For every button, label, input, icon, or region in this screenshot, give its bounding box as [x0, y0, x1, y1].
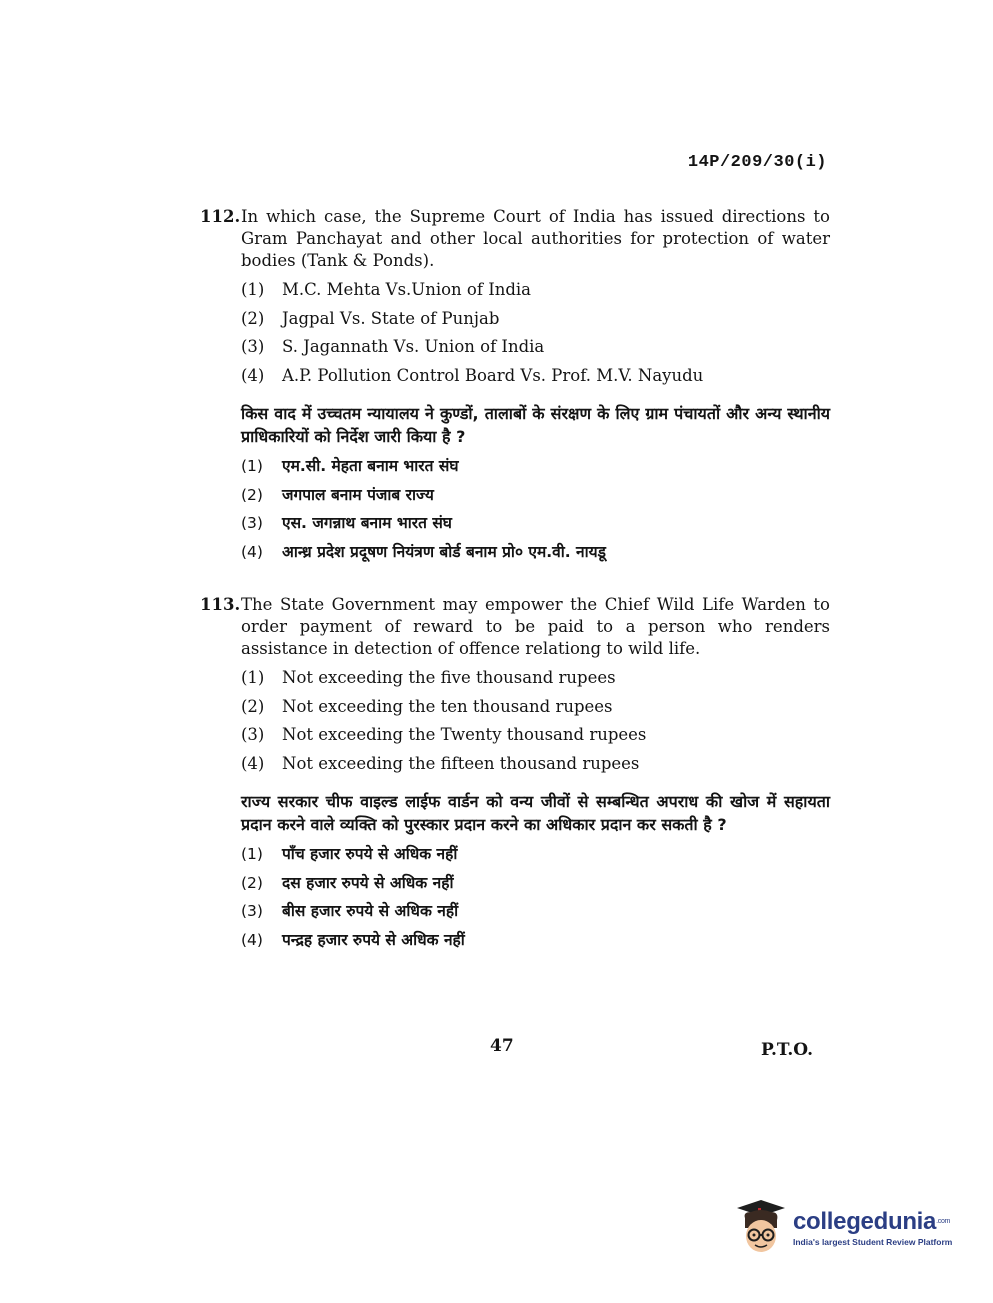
question-text: [200, 594, 830, 660]
option-number: (3): [241, 514, 263, 532]
option-item: [241, 305, 830, 334]
option-number: (3): [241, 337, 265, 356]
collegedunia-watermark: [735, 1196, 965, 1260]
option-item: [241, 664, 830, 693]
option-text: एस. जगन्नाथ बनाम भारत संघ: [282, 514, 452, 532]
option-number: (1): [241, 668, 265, 687]
option-number: (4): [241, 365, 265, 385]
brand-name: [793, 1208, 952, 1236]
option-number: (1): [241, 845, 263, 863]
option-text: एम.सी. मेहता बनाम भारत संघ: [282, 457, 459, 475]
question-text-hindi: राज्य सरकार चीफ वाइल्ड लाईफ वार्डन को वन्य जीवों से सम्बन्धित अपराध की खोज में सहायता प्रदान करने वाले व्यक्ति को पुरस्कार प्रदान करने का अधिकार प्रदान कर सकती है ?: [241, 792, 830, 834]
option-item: [241, 840, 830, 869]
question-text: [200, 206, 830, 272]
question-hindi: [200, 790, 830, 954]
option-text: Not exceeding the Twenty thousand rupees: [282, 725, 647, 744]
option-item: [241, 538, 830, 567]
brand-name-text: collegedunia: [793, 1208, 937, 1235]
option-text: Not exceeding the five thousand rupees: [282, 668, 616, 687]
option-text: बीस हजार रुपये से अधिक नहीं: [282, 902, 459, 920]
option-number: (3): [241, 725, 265, 744]
question-text-hindi: किस वाद में उच्चतम न्यायालय ने कुण्डों, तालाबों के संरक्षण के लिए ग्राम पंचायतों और अन्य स्थानीय प्राधिकारियों को निर्देश जारी किया है ?: [241, 404, 830, 446]
option-item: [241, 481, 830, 510]
brand-suffix: .com: [936, 1218, 951, 1225]
question-body: In which case, the Supreme Court of India has issued directions to Gram Panchayat and other local authorities for protection of water bodies (Tank & Ponds).: [241, 207, 830, 270]
question-number: 113.: [200, 595, 241, 614]
option-text: पाँच हजार रुपये से अधिक नहीं: [282, 845, 458, 863]
page-number: 47: [490, 1036, 514, 1056]
option-item: [241, 869, 830, 898]
option-number: (1): [241, 280, 265, 299]
option-number: (2): [241, 873, 263, 892]
question-112: [200, 206, 830, 566]
options-list-hindi: [200, 840, 830, 954]
option-number: (2): [241, 696, 265, 716]
option-item: [241, 750, 830, 779]
option-text: पन्द्रह हजार रुपये से अधिक नहीं: [282, 930, 465, 949]
mascot-icon: [735, 1198, 787, 1258]
option-item: [241, 333, 830, 362]
question-english: [200, 206, 830, 390]
option-text: S. Jagannath Vs. Union of India: [282, 337, 545, 356]
option-item: [241, 276, 830, 305]
option-number: (4): [241, 542, 263, 561]
option-number: (4): [241, 753, 265, 773]
option-item: [241, 926, 830, 955]
question-hindi: [200, 402, 830, 566]
options-list: [200, 276, 830, 390]
logo-text: [793, 1208, 952, 1248]
option-number: (2): [241, 485, 263, 504]
option-item: [241, 721, 830, 750]
option-text: Not exceeding the fifteen thousand rupees: [282, 753, 640, 773]
option-text: A.P. Pollution Control Board Vs. Prof. M.V. Nayudu: [282, 365, 704, 385]
option-item: [241, 509, 830, 538]
option-text: Jagpal Vs. State of Punjab: [282, 308, 500, 328]
option-text: जगपाल बनाम पंजाब राज्य: [282, 485, 434, 504]
option-item: [241, 452, 830, 481]
option-item: [241, 693, 830, 722]
option-item: [241, 897, 830, 926]
option-number: (2): [241, 308, 265, 328]
option-item: [241, 362, 830, 391]
option-number: (1): [241, 457, 263, 475]
option-number: (3): [241, 902, 263, 920]
paper-code: 14P/209/30(i): [687, 153, 827, 172]
pto-label: P.T.O.: [761, 1040, 813, 1060]
option-text: दस हजार रुपये से अधिक नहीं: [282, 873, 454, 892]
option-text: आन्ध्र प्रदेश प्रदूषण नियंत्रण बोर्ड बनाम प्रो० एम.वी. नायडू: [282, 542, 606, 561]
options-list-hindi: [200, 452, 830, 566]
brand-tagline: India's largest Student Review Platform: [793, 1237, 953, 1247]
options-list: [200, 664, 830, 778]
question-english: [200, 594, 830, 778]
option-text: Not exceeding the ten thousand rupees: [282, 696, 613, 716]
option-number: (4): [241, 930, 263, 949]
question-113: [200, 594, 830, 954]
option-text: M.C. Mehta Vs.Union of India: [282, 280, 532, 299]
question-body: The State Government may empower the Chief Wild Life Warden to order payment of reward to be paid to a person who renders assistance in detection of offence relationg to wild life.: [241, 595, 830, 658]
question-number: 112.: [200, 207, 241, 226]
